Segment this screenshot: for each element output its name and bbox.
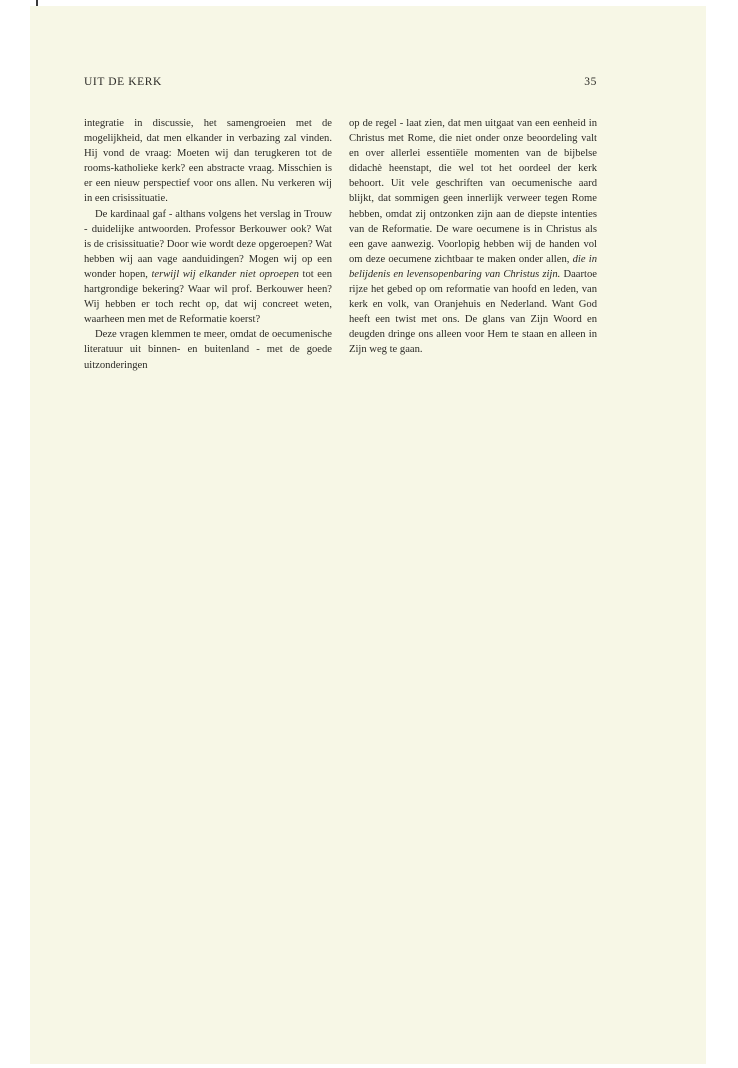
paragraph-text: tot een hartgrondige bekering? Waar wil prof. Berkouwer heen? Wij hebben er toch recht op, dat wij concreet weten, waarheen men met de Reformatie koerst? bbox=[84, 268, 333, 326]
italic-phrase: terwijl wij elkander niet oproepen bbox=[151, 268, 299, 280]
paragraph-text: De kardinaal gaf - althans volgens het verslag in Trouw - duidelijke antwoorden. Professor Berkouwer ook? Wat is de crisissituatie? Door wie wordt deze opgeroepen? Wat hebben wij aan vage aanduidingen? Mogen wij op een wonder hopen, bbox=[84, 208, 332, 280]
page-number: 35 bbox=[584, 76, 597, 88]
paragraph: integratie in discussie, het samengroeien met de mogelijkheid, dat men elkander in verbazing zal vinden. Hij vond de vraag: Moeten wij dan terugkeren tot de rooms-katholieke kerk? een abstracte vraag. Misschien is er een nieuw perspectief voor ons allen. Nu verkeren wij in een crisissituatie. bbox=[84, 118, 332, 205]
paragraph-text: op de regel - laat zien, dat men uitgaat van een eenheid in Christus met Rome, die niet onder onze beoordeling valt en over allerlei essentiële momenten van de bijbelse didachè heenstapt, die wel tot het oordeel der kerk behoort. Uit vele geschriften van oecumenische aard blijkt, dat sommigen geen innerlijk verweer tegen Rome hebben, omdat zij ontzonken zijn aan de diepste intenties van de Reformatie. De ware oecumene is in Christus als een gave aanwezig. Voorlopig hebben wij de handen vol om deze oecumene zichtbaar te maken onder allen, bbox=[349, 118, 597, 265]
right-column bbox=[349, 116, 597, 358]
italic-phrase: die in belijdenis en levensopenbaring van Christus zijn. bbox=[349, 253, 597, 280]
paragraph: Deze vragen klemmen te meer, omdat de oecumenische literatuur uit binnen- en buitenland - met de goede uitzonderingen bbox=[84, 329, 332, 371]
paragraph bbox=[349, 116, 597, 358]
paragraph-text: Daartoe rijze het gebed op om reformatie van hoofd en leden, van kerk en volk, van Oranjehuis en Nederland. Want God heeft een twist met ons. De glans van Zijn Woord en deugden dringe ons alleen voor Hem te staan en alleen in Zijn weg te gaan. bbox=[349, 268, 597, 356]
paragraph bbox=[84, 207, 332, 328]
running-title: UIT DE KERK bbox=[84, 76, 162, 88]
left-column bbox=[84, 116, 332, 373]
